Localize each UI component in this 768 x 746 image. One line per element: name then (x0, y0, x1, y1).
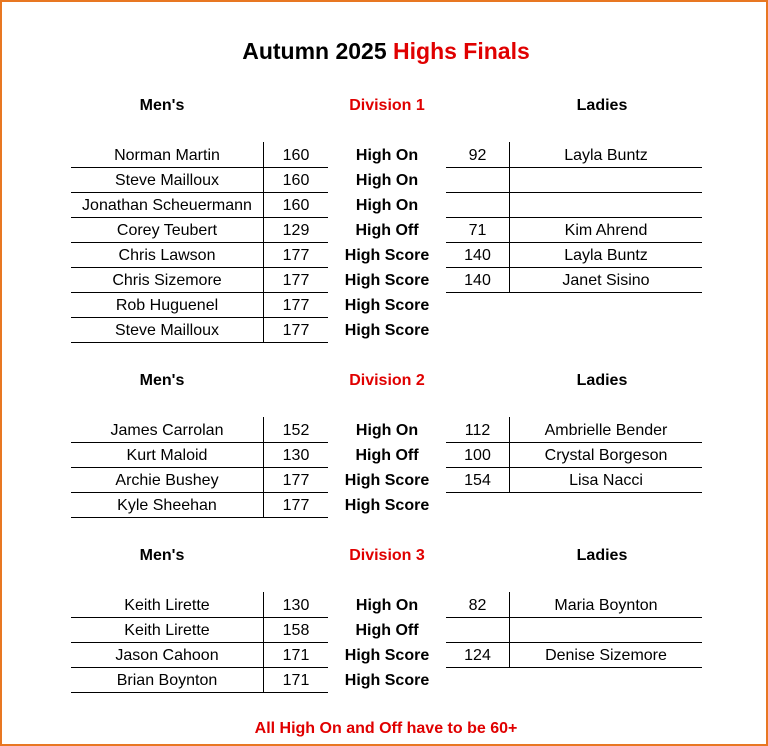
ladies-name-cell: Layla Buntz (564, 147, 648, 164)
high-type-cell: High Score (344, 672, 430, 689)
men-header: Men's (139, 97, 185, 114)
ladies-name-cell: Kim Ahrend (564, 222, 648, 239)
ladies-column-separator (509, 142, 510, 293)
table-row (2, 318, 768, 343)
ladies-name-cell: Layla Buntz (564, 247, 648, 264)
table-row (2, 218, 768, 243)
ladies-score-cell (446, 193, 509, 218)
men-header: Men's (139, 547, 185, 564)
high-type-cell: High On (355, 172, 419, 189)
ladies-name-cell: Lisa Nacci (569, 472, 643, 489)
ladies-score-cell: 140 (464, 272, 491, 289)
table-row (2, 443, 768, 468)
ladies-score-cell (446, 168, 509, 193)
men-score-cell: 177 (282, 322, 310, 339)
ladies-name-cell (510, 618, 702, 643)
men-name-cell: Corey Teubert (116, 222, 218, 239)
men-name-cell: James Carrolan (110, 422, 224, 439)
men-name-cell: Jonathan Scheuermann (82, 197, 252, 214)
high-type-cell: High On (355, 147, 419, 164)
ladies-name-cell: Denise Sizemore (545, 647, 667, 664)
ladies-name-cell: Maria Boynton (554, 597, 658, 614)
men-score-cell: 177 (282, 472, 310, 489)
men-score-cell: 129 (282, 222, 310, 239)
ladies-name-cell: Crystal Borgeson (544, 447, 668, 464)
men-score-cell: 152 (282, 422, 310, 439)
table-row (2, 468, 768, 493)
high-type-cell: High Score (344, 272, 430, 289)
ladies-header: Ladies (576, 547, 628, 564)
title-main: Autumn 2025 (242, 38, 387, 64)
table-row (2, 268, 768, 293)
table-row (2, 243, 768, 268)
men-score-cell: 177 (282, 497, 310, 514)
men-score-cell: 171 (282, 672, 310, 689)
men-header: Men's (139, 372, 185, 389)
men-name-cell: Archie Bushey (115, 472, 219, 489)
ladies-score-cell: 112 (464, 422, 491, 439)
high-type-cell: High Score (344, 247, 430, 264)
men-name-cell: Kurt Maloid (126, 447, 208, 464)
division-header: Division 3 (349, 547, 425, 564)
men-score-cell: 160 (282, 197, 310, 214)
men-name-cell: Brian Boynton (116, 672, 218, 689)
men-score-cell: 177 (282, 247, 310, 264)
men-row-divider (71, 692, 328, 693)
table-row (2, 618, 768, 643)
men-name-cell: Chris Lawson (118, 247, 216, 264)
high-type-cell: High On (355, 597, 419, 614)
ladies-score-cell: 82 (468, 597, 487, 614)
men-column-separator (263, 417, 264, 518)
ladies-score-cell: 124 (464, 647, 491, 664)
table-row (2, 668, 768, 693)
high-type-cell: High Off (355, 447, 419, 464)
ladies-header: Ladies (576, 97, 628, 114)
men-name-cell: Norman Martin (114, 147, 220, 164)
men-name-cell: Rob Huguenel (115, 297, 219, 314)
men-score-cell: 160 (282, 172, 310, 189)
table-row (2, 293, 768, 318)
men-column-separator (263, 142, 264, 343)
table-row (2, 143, 768, 168)
table-row (2, 593, 768, 618)
men-name-cell: Steve Mailloux (114, 172, 220, 189)
men-row-divider (71, 342, 328, 343)
men-name-cell: Chris Sizemore (112, 272, 222, 289)
title-highlight: Highs Finals (393, 38, 530, 64)
high-type-cell: High Score (344, 497, 430, 514)
high-type-cell: High Score (344, 472, 430, 489)
ladies-column-separator (509, 417, 510, 493)
high-type-cell: High On (355, 197, 419, 214)
high-type-cell: High Off (355, 222, 419, 239)
men-score-cell: 171 (282, 647, 310, 664)
men-score-cell: 160 (282, 147, 310, 164)
ladies-header: Ladies (576, 372, 628, 389)
men-score-cell: 130 (282, 597, 310, 614)
footer-note: All High On and Off have to be 60+ (254, 720, 518, 737)
high-type-cell: High Score (344, 322, 430, 339)
men-row-divider (71, 517, 328, 518)
table-row (2, 168, 768, 193)
table-row (2, 643, 768, 668)
division-header: Division 1 (349, 97, 425, 114)
men-name-cell: Kyle Sheehan (117, 497, 217, 514)
men-name-cell: Jason Cahoon (115, 647, 219, 664)
ladies-score-cell: 71 (468, 222, 487, 239)
ladies-score-cell: 154 (464, 472, 491, 489)
men-score-cell: 177 (282, 272, 310, 289)
high-type-cell: High Score (344, 647, 430, 664)
high-type-cell: High Off (355, 622, 419, 639)
men-score-cell: 177 (282, 297, 310, 314)
table-row (2, 418, 768, 443)
table-row (2, 193, 768, 218)
men-name-cell: Steve Mailloux (114, 322, 220, 339)
high-type-cell: High On (355, 422, 419, 439)
ladies-name-cell: Ambrielle Bender (544, 422, 668, 439)
ladies-column-separator (509, 592, 510, 668)
ladies-score-cell (446, 618, 509, 643)
page-title (2, 38, 768, 65)
men-name-cell: Keith Lirette (124, 622, 210, 639)
high-type-cell: High Score (344, 297, 430, 314)
men-column-separator (263, 592, 264, 693)
men-score-cell: 130 (282, 447, 310, 464)
ladies-score-cell: 140 (464, 247, 491, 264)
division-header: Division 2 (349, 372, 425, 389)
men-name-cell: Keith Lirette (124, 597, 210, 614)
ladies-name-cell: Janet Sisino (562, 272, 650, 289)
table-row (2, 493, 768, 518)
men-score-cell: 158 (282, 622, 310, 639)
ladies-name-cell (510, 193, 702, 218)
ladies-name-cell (510, 168, 702, 193)
ladies-score-cell: 100 (464, 447, 491, 464)
ladies-score-cell: 92 (468, 147, 487, 164)
